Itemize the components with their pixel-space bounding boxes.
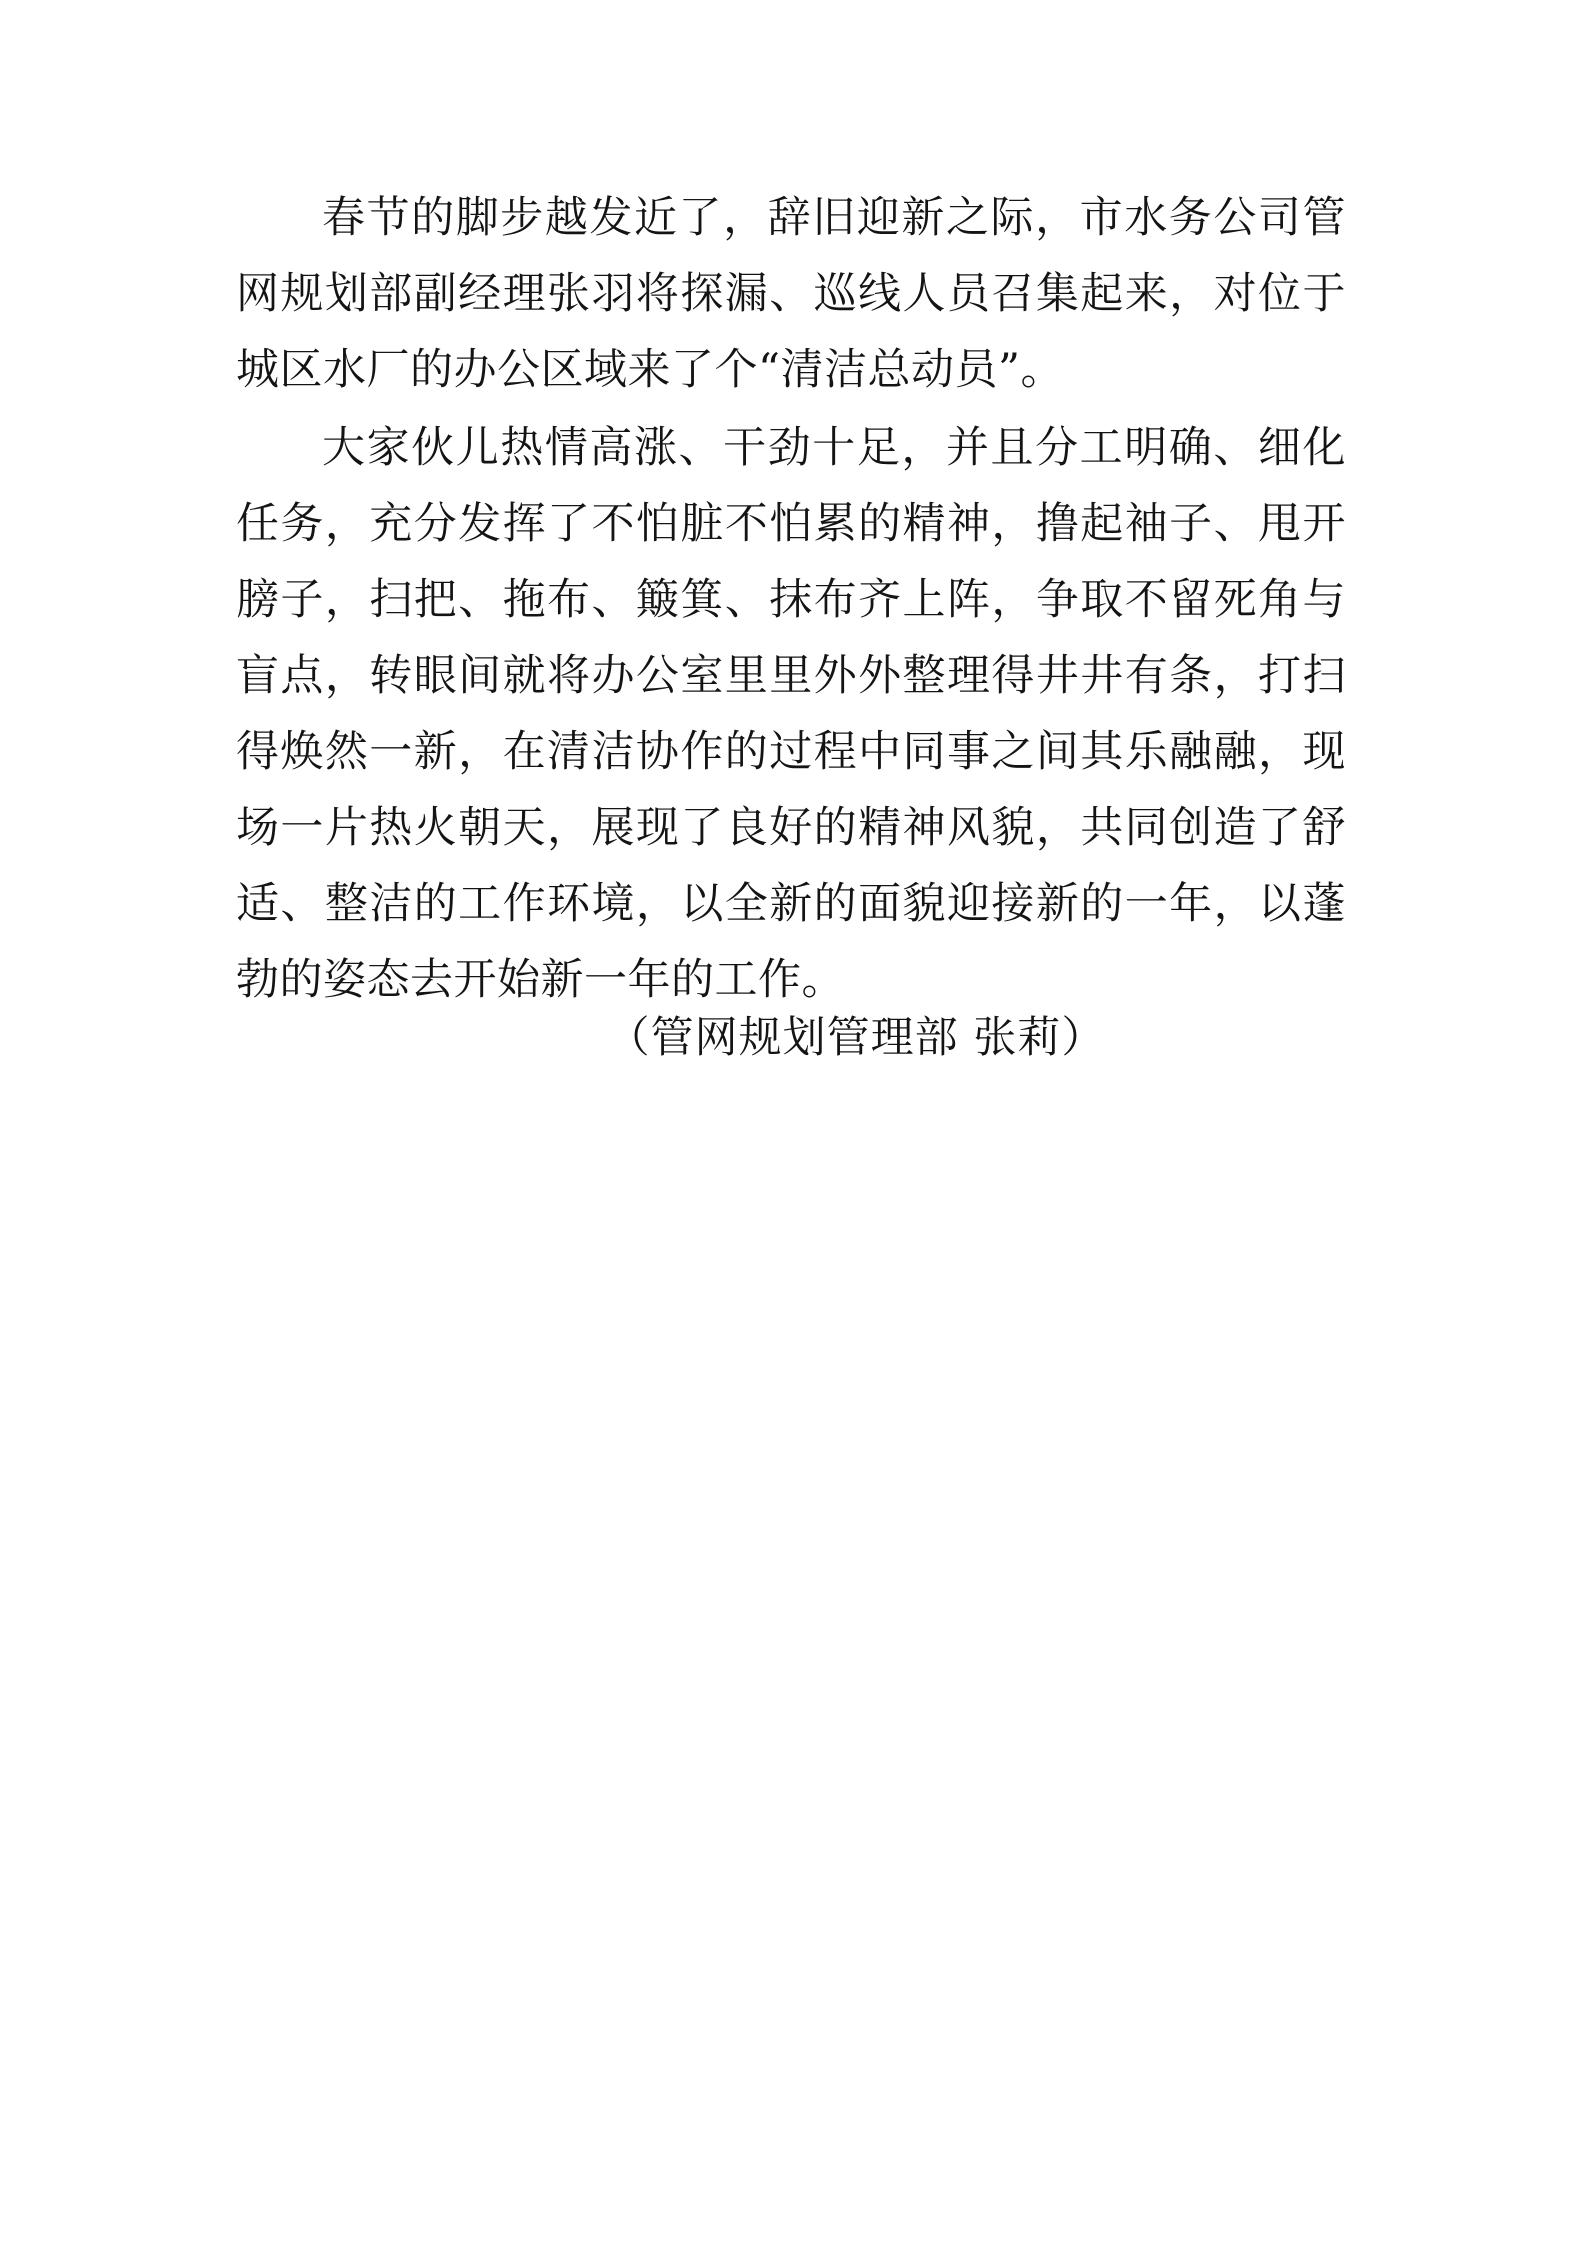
signature-line: （管网规划管理部 张莉）	[606, 1013, 1106, 1063]
paragraph-1: 春节的脚步越发近了，辞旧迎新之际，市水务公司管网规划部副经理张羽将探漏、巡线人员召集起来，对位于城区水厂的办公区域来了个“清洁总动员”。	[236, 193, 1346, 395]
document-body	[236, 180, 1346, 1020]
paragraph-2: 大家伙儿热情高涨、干劲十足，并且分工明确、细化任务，充分发挥了不怕脏不怕累的精神，撸起袖子、甩开膀子，扫把、拖布、簸箕、抹布齐上阵，争取不留死角与盲点，转眼间就将办公室里里外外整理得井井有条，打扫得焕然一新，在清洁协作的过程中同事之间其乐融融，现场一片热火朝天，展现了良好的精神风貌，共同创造了舒适、整洁的工作环境，以全新的面貌迎接新的一年，以蓬勃的姿态去开始新一年的工作。	[236, 423, 1346, 1005]
signature-block	[236, 1000, 1346, 1076]
